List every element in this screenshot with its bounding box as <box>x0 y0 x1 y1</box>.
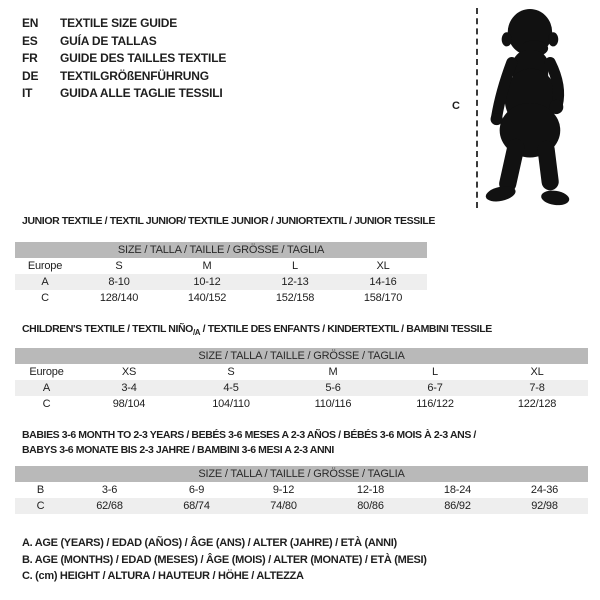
size-cell: 3-6 <box>101 484 118 496</box>
row-label: C <box>15 498 66 514</box>
size-cell: 86/92 <box>414 498 501 514</box>
section-junior <box>15 215 435 306</box>
lang-code: EN <box>22 16 39 30</box>
size-cell: 12-18 <box>356 484 385 496</box>
table-row <box>15 482 588 498</box>
footnote-c: C. (cm) HEIGHT / ALTURA / HAUTEUR / HÖHE / ALTEZZA <box>22 570 304 582</box>
size-cell: 110/116 <box>314 398 352 411</box>
lang-code: IT <box>22 86 33 100</box>
size-cell: 158/170 <box>363 292 403 304</box>
lang-code: FR <box>22 51 38 65</box>
size-cell: 80/86 <box>327 498 414 514</box>
lang-label: GUIDA ALLE TAGLIE TESSILI <box>60 86 223 100</box>
lang-label: GUÍA DE TALLAS <box>60 33 157 48</box>
footnote-a: A. AGE (YEARS) / EDAD (AÑOS) / ÂGE (ANS) / ALTER (JAHRE) / ETÀ (ANNI) <box>22 537 397 549</box>
table-row <box>15 274 427 290</box>
footnotes <box>22 535 427 585</box>
size-cell: 6-7 <box>384 380 486 396</box>
height-dashed-line <box>476 8 478 208</box>
babies-title-line1: BABIES 3-6 MONTH TO 2-3 YEARS / BEBÉS 3-6 MESES A 2-3 AÑOS / BÉBÉS 3-6 MOIS À 2-3 ANS / <box>22 429 476 441</box>
size-header-bar: SIZE / TALLA / TAILLE / GRÖSSE / TAGLIA <box>15 466 588 482</box>
row-label: Europe <box>27 260 63 272</box>
size-cell: 10-12 <box>163 274 251 290</box>
size-cell: M <box>202 260 212 272</box>
table-row <box>15 498 588 514</box>
row-label: B <box>36 484 45 496</box>
children-size-table <box>15 348 588 412</box>
size-cell: 6-9 <box>188 484 205 496</box>
size-cell: 98/104 <box>112 398 146 411</box>
lang-label: TEXTILE SIZE GUIDE <box>60 16 178 30</box>
size-cell: 8-10 <box>75 274 163 290</box>
size-cell: 24-36 <box>530 484 559 496</box>
lang-row-it <box>22 85 226 103</box>
size-cell: 4-5 <box>180 380 282 396</box>
size-cell: 74/80 <box>240 498 327 514</box>
lang-code: ES <box>22 33 38 48</box>
size-cell: 152/158 <box>275 292 315 304</box>
size-cell: 12-13 <box>251 274 339 290</box>
row-label: C <box>42 398 51 411</box>
table-row <box>15 380 588 396</box>
size-cell: 14-16 <box>339 274 427 290</box>
lang-label: TEXTILGRÖßENFÜHRUNG <box>60 68 209 83</box>
lang-row-de <box>22 68 226 86</box>
size-cell: S <box>115 260 123 272</box>
size-cell: 3-4 <box>78 380 180 396</box>
language-header <box>22 15 226 103</box>
size-cell: 128/140 <box>99 292 139 304</box>
size-cell: 62/68 <box>66 498 153 514</box>
size-cell: 9-12 <box>272 484 295 496</box>
row-label: C <box>41 292 49 304</box>
row-label: A <box>15 380 78 396</box>
lang-row-fr <box>22 50 226 68</box>
size-cell: 18-24 <box>443 484 472 496</box>
table-row <box>15 290 427 306</box>
table-row <box>15 364 588 380</box>
size-cell: 140/152 <box>187 292 227 304</box>
children-table-title: CHILDREN'S TEXTILE / TEXTIL $NIÑO_{/A}$ / TEXTILE DES ENFANTS / KINDERTEXTIL / BAMBINI TESSILE <box>22 323 492 338</box>
size-cell: XL <box>376 260 390 272</box>
size-cell: XL <box>530 366 544 379</box>
junior-table-title: JUNIOR TEXTILE / TEXTIL JUNIOR/ TEXTILE JUNIOR / JUNIORTEXTIL / JUNIOR TESSILE <box>22 215 435 227</box>
babies-title-line2: BABYS 3-6 MONATE BIS 2-3 JAHRE / BAMBINI 3-6 MESI A 2-3 ANNI <box>22 444 334 456</box>
size-cell: M <box>328 366 338 379</box>
size-cell: 5-6 <box>282 380 384 396</box>
row-label: Europe <box>29 366 64 379</box>
height-measure-label: C <box>452 100 460 112</box>
lang-row-en <box>22 15 226 33</box>
size-cell: 92/98 <box>501 498 588 514</box>
lang-label: GUIDE DES TAILLES TEXTILE <box>60 51 227 65</box>
size-cell: 116/122 <box>416 398 454 411</box>
babies-size-table <box>15 466 588 514</box>
section-babies <box>15 428 588 514</box>
size-cell: XS <box>121 366 137 379</box>
table-row <box>15 396 588 412</box>
lang-code: DE <box>22 68 39 83</box>
size-cell: 7-8 <box>486 380 588 396</box>
size-cell: L <box>432 366 438 379</box>
baby-silhouette-image <box>483 6 585 208</box>
footnote-b: B. AGE (MONTHS) / EDAD (MESES) / ÂGE (MOIS) / ALTER (MONATE) / ETÀ (MESI) <box>22 553 427 566</box>
lang-row-es <box>22 33 226 51</box>
babies-table-title <box>15 428 588 458</box>
size-cell: 68/74 <box>153 498 240 514</box>
size-cell: L <box>292 260 298 272</box>
size-cell: 104/110 <box>212 398 250 411</box>
row-label: A <box>15 274 75 290</box>
size-header-bar: SIZE / TALLA / TAILLE / GRÖSSE / TAGLIA <box>15 242 427 258</box>
height-figure <box>450 5 598 209</box>
table-row <box>15 258 427 274</box>
size-header-bar: SIZE / TALLA / TAILLE / GRÖSSE / TAGLIA <box>15 348 588 364</box>
section-children <box>15 323 588 412</box>
junior-size-table <box>15 242 427 306</box>
size-cell: S <box>227 366 235 379</box>
size-cell: 122/128 <box>517 398 557 411</box>
